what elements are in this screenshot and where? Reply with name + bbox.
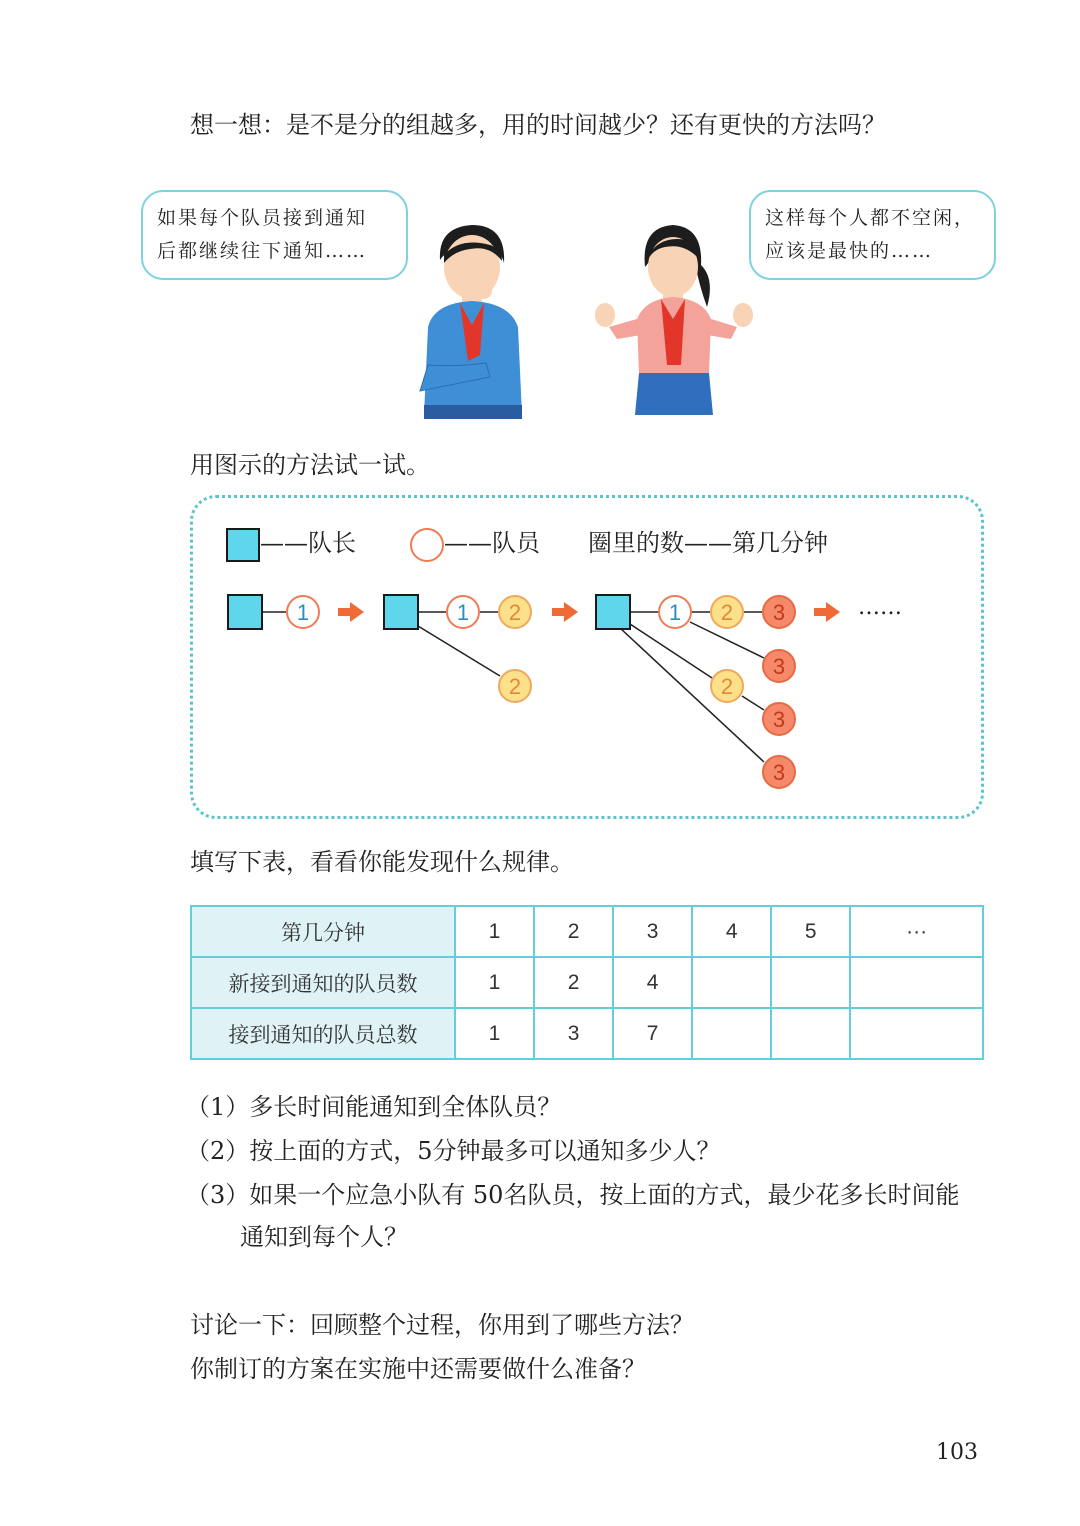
legend-member-label: ——队员 bbox=[444, 529, 540, 557]
girl-speech-line-2: 应该是最快的…… bbox=[765, 240, 934, 262]
think-prompt: 想一想：是不是分的组越多，用的时间越少？还有更快的方法吗？ bbox=[190, 111, 886, 139]
minute-label: 3 bbox=[772, 760, 786, 785]
table-cell: 3 bbox=[534, 1008, 613, 1059]
captain-square bbox=[596, 595, 630, 629]
question-text: 如果一个应急小队有 50名队员，按上面的方式，最少花多长时间能 bbox=[249, 1181, 960, 1209]
arrow-icon bbox=[814, 602, 840, 622]
table-cell: 1 bbox=[455, 1008, 534, 1059]
question-number: （2） bbox=[186, 1137, 250, 1165]
arrow-icon bbox=[338, 602, 364, 622]
diagram-prompt: 用图示的方法试一试。 bbox=[190, 451, 430, 479]
discussion-line-2: 你制订的方案在实施中还需要做什么准备？ bbox=[190, 1355, 646, 1383]
minute-label: 2 bbox=[720, 600, 734, 625]
boy-speech-line-2: 后都继续往下通知…… bbox=[157, 240, 368, 262]
table-cell: 1 bbox=[455, 957, 534, 1008]
table-cell[interactable] bbox=[850, 957, 983, 1008]
minute-label: 1 bbox=[668, 600, 682, 625]
girl-speech-line-1: 这样每个人都不空闲， bbox=[765, 207, 976, 229]
table-cell: 4 bbox=[613, 957, 692, 1008]
minute-label: 2 bbox=[508, 600, 522, 625]
connector-line bbox=[742, 696, 764, 710]
question-2 bbox=[186, 1134, 721, 1168]
table-cell: 2 bbox=[534, 957, 613, 1008]
table-cell[interactable] bbox=[771, 1008, 850, 1059]
table-cell: 2 bbox=[534, 906, 613, 957]
minute-label: 2 bbox=[508, 674, 522, 699]
question-1 bbox=[186, 1090, 561, 1124]
table-cell: 4 bbox=[692, 906, 771, 957]
minute-label: 2 bbox=[720, 674, 734, 699]
question-number: （3） bbox=[186, 1181, 250, 1209]
table-cell[interactable] bbox=[850, 1008, 983, 1059]
minute-label: 3 bbox=[772, 654, 786, 679]
question-text: 按上面的方式，5分钟最多可以通知多少人？ bbox=[249, 1137, 721, 1165]
table-cell: 5 bbox=[771, 906, 850, 957]
legend-captain-label: ——队长 bbox=[260, 529, 356, 557]
table-prompt: 填写下表，看看你能发现什么规律。 bbox=[190, 848, 574, 876]
minute-label: 3 bbox=[772, 707, 786, 732]
diagram-ellipsis: …… bbox=[858, 595, 902, 620]
question-text: 多长时间能通知到全体队员？ bbox=[249, 1093, 562, 1121]
table-cell[interactable] bbox=[692, 1008, 771, 1059]
row-header: 第几分钟 bbox=[191, 906, 455, 957]
question-number: （1） bbox=[186, 1093, 250, 1121]
table-cell: 1 bbox=[455, 906, 534, 957]
legend-number-meaning: 圈里的数——第几分钟 bbox=[588, 529, 828, 557]
connector-line bbox=[630, 624, 712, 678]
table-cell[interactable] bbox=[692, 957, 771, 1008]
notification-table bbox=[190, 905, 984, 1060]
table-row bbox=[191, 906, 983, 957]
table-cell: 7 bbox=[613, 1008, 692, 1059]
arrow-icon bbox=[552, 602, 578, 622]
table-row bbox=[191, 957, 983, 1008]
page-number: 103 bbox=[936, 1440, 978, 1465]
table-row bbox=[191, 1008, 983, 1059]
minute-label: 1 bbox=[296, 600, 310, 625]
row-header: 接到通知的队员总数 bbox=[191, 1008, 455, 1059]
table-cell[interactable] bbox=[771, 957, 850, 1008]
captain-square bbox=[228, 595, 262, 629]
table-cell: ··· bbox=[850, 906, 983, 957]
minute-label: 1 bbox=[456, 600, 470, 625]
connector-line bbox=[418, 626, 500, 676]
discussion-line-1: 讨论一下：回顾整个过程，你用到了哪些方法？ bbox=[190, 1311, 694, 1339]
minute-label: 3 bbox=[772, 600, 786, 625]
question-3 bbox=[186, 1178, 959, 1212]
row-header: 新接到通知的队员数 bbox=[191, 957, 455, 1008]
question-3-continued: 通知到每个人？ bbox=[240, 1223, 408, 1251]
boy-speech-line-1: 如果每个队员接到通知 bbox=[157, 207, 368, 229]
table-cell: 3 bbox=[613, 906, 692, 957]
captain-square bbox=[384, 595, 418, 629]
